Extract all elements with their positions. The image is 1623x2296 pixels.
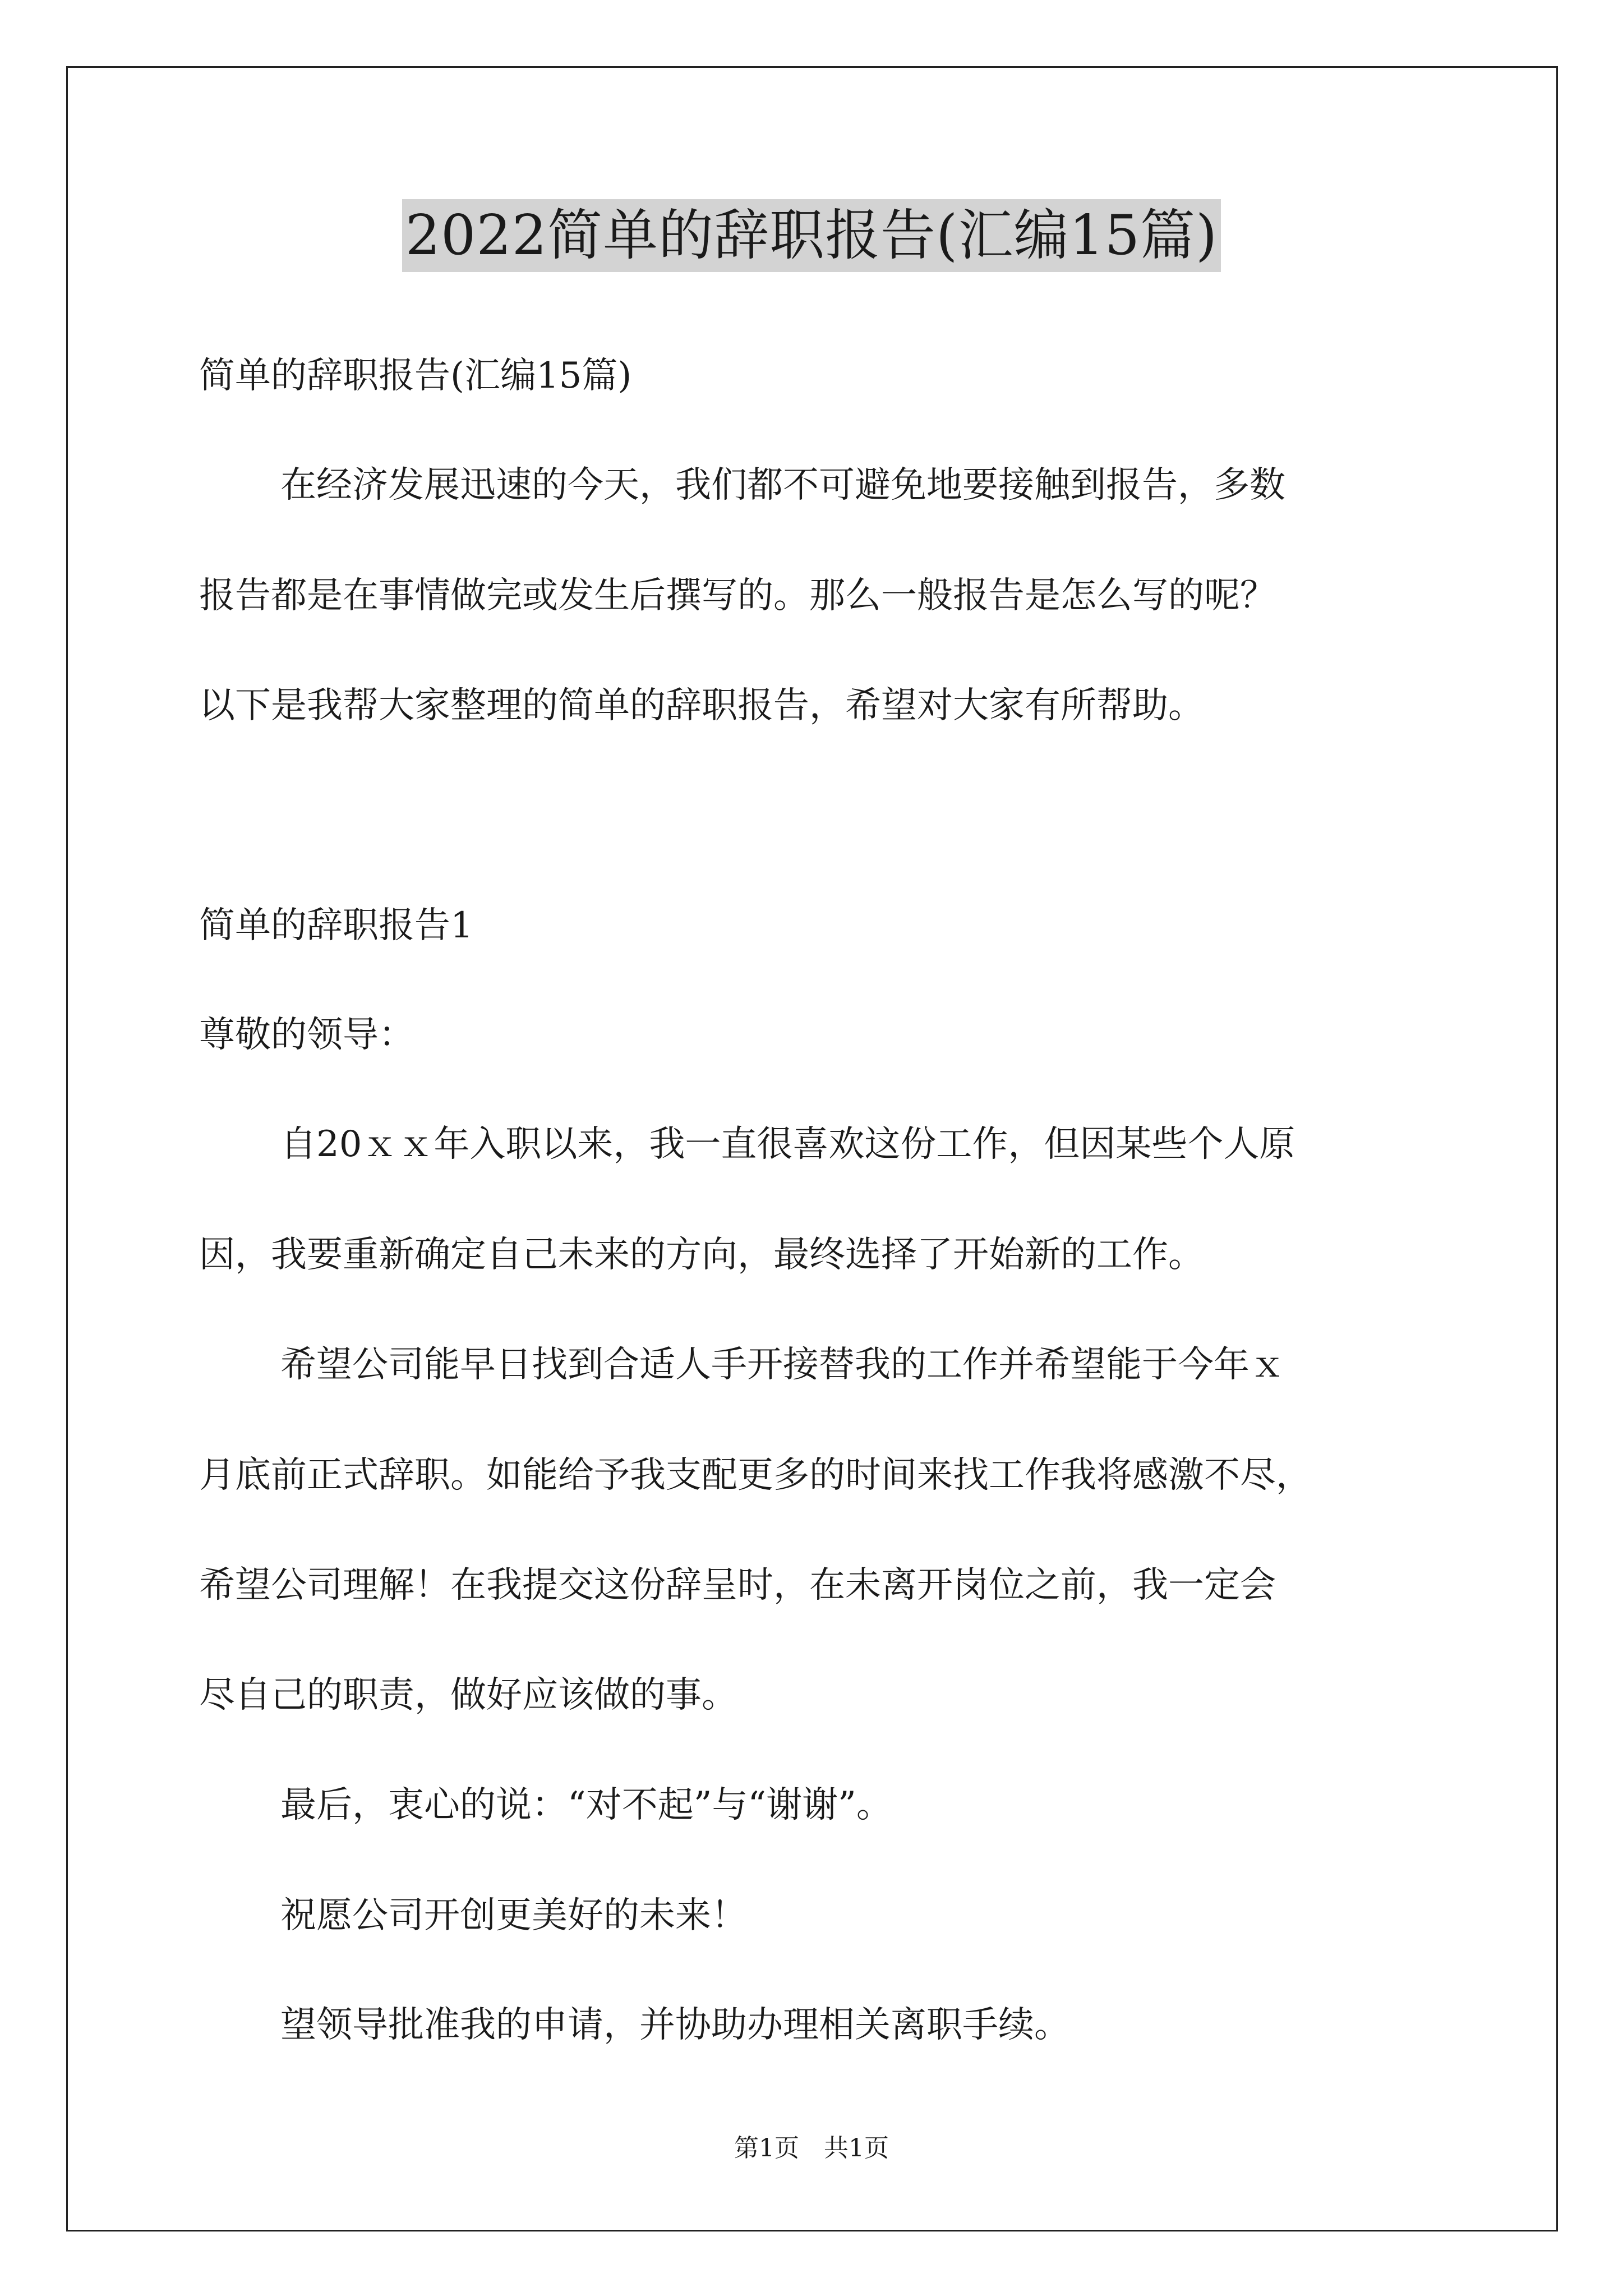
intro-line: 报告都是在事情做完或发生后撰写的。那么一般报告是怎么写的呢？ <box>199 575 1276 616</box>
document-subtitle: 简单的辞职报告(汇编15篇) <box>199 355 632 397</box>
document-title <box>0 194 1623 278</box>
body-line: 希望公司理解！在我提交这份辞呈时，在未离开岗位之前，我一定会 <box>199 1565 1276 1606</box>
body-line: 最后，衷心的说：“对不起”与“谢谢”。 <box>280 1784 892 1826</box>
body-line: 尽自己的职责，做好应该做的事。 <box>199 1674 737 1716</box>
body-line: 祝愿公司开创更美好的未来！ <box>280 1895 747 1936</box>
section-heading: 简单的辞职报告1 <box>199 905 473 946</box>
body-line: 月底前正式辞职。如能给予我支配更多的时间来找工作我将感激不尽， <box>199 1455 1312 1496</box>
intro-line: 以下是我帮大家整理的简单的辞职报告，希望对大家有所帮助。 <box>199 685 1204 726</box>
page-footer: 第1页 共1页 <box>734 2134 889 2162</box>
body-line: 望领导批准我的申请，并协助办理相关离职手续。 <box>280 2004 1070 2046</box>
salutation: 尊敬的领导： <box>199 1014 414 1056</box>
body-line: 希望公司能早日找到合适人手开接替我的工作并希望能于今年ｘ <box>280 1344 1285 1386</box>
intro-line: 在经济发展迅速的今天，我们都不可避免地要接触到报告，多数 <box>280 464 1285 506</box>
document-title-text: 2022简单的辞职报告(汇编15篇) <box>402 199 1221 272</box>
body-line: 自20ｘｘ年入职以来，我一直很喜欢这份工作，但因某些个人原 <box>280 1124 1295 1165</box>
body-line: 因，我要重新确定自己未来的方向，最终选择了开始新的工作。 <box>199 1234 1204 1276</box>
